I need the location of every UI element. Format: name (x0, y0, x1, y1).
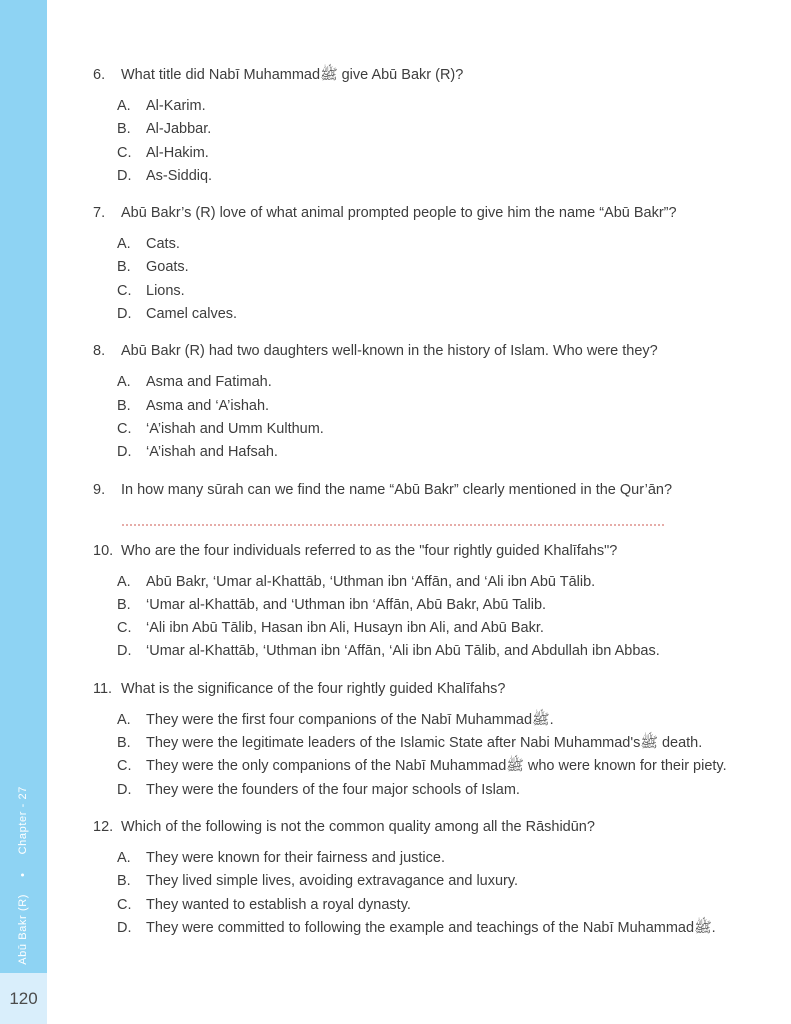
option-letter: A. (117, 374, 131, 391)
question-text: What is the significance of the four rightly guided Khalīfahs? (121, 680, 506, 697)
option-text: Lions. (146, 282, 185, 299)
option-c (117, 755, 751, 778)
question-number: 9. (93, 481, 106, 498)
question-line (93, 340, 751, 363)
option-a (117, 371, 751, 394)
option-letter: C. (117, 758, 132, 775)
option-b (117, 118, 751, 141)
option-c (117, 894, 751, 917)
question-text: Abū Bakr’s (R) love of what animal prompted people to give him the name “Abū Bakr”? (121, 205, 677, 222)
option-a (117, 233, 751, 256)
question-line (93, 540, 751, 563)
options-list (117, 95, 751, 188)
option-d (117, 779, 751, 802)
question-number: 11. (93, 680, 113, 697)
option-text: ‘A’ishah and Umm Kulthum. (146, 420, 324, 437)
option-letter: D. (117, 167, 132, 184)
options-list (117, 847, 751, 940)
option-letter: C. (117, 144, 132, 161)
sidebar-label (0, 786, 47, 965)
option-letter: B. (117, 259, 131, 276)
question-8 (93, 340, 751, 464)
option-b (117, 256, 751, 279)
page-number: 120 (9, 988, 38, 1008)
option-letter: B. (117, 873, 131, 890)
question-number: 8. (93, 343, 106, 360)
option-letter: C. (117, 620, 132, 637)
question-text: In how many sūrah can we find the name “Abū Bakr” clearly mentioned in the Qur’ān? (121, 481, 673, 498)
options-list (117, 371, 751, 464)
option-d (117, 303, 751, 326)
option-text: Asma and ‘A’ishah. (146, 397, 270, 414)
option-d (117, 640, 751, 663)
option-text: Goats. (146, 259, 189, 276)
option-text: Al-Hakim. (146, 144, 209, 161)
option-letter: A. (117, 849, 131, 866)
option-text: They were the first four companions of the Nabī Muhammadﷺ. (146, 711, 554, 728)
sidebar-book-title: Abū Bakr (R) (17, 894, 29, 965)
option-letter: C. (117, 896, 132, 913)
option-text: Al-Karim. (146, 98, 206, 114)
question-number: 12. (93, 818, 114, 835)
question-number: 7. (93, 205, 106, 222)
option-d (117, 165, 751, 188)
question-line (93, 479, 751, 502)
question-text: Which of the following is not the common quality among all the Rāshidūn? (121, 818, 595, 835)
option-d (117, 441, 751, 464)
page-number-box (0, 973, 47, 1024)
option-text: They wanted to establish a royal dynasty. (146, 896, 411, 913)
option-letter: B. (117, 121, 131, 138)
option-text: As-Siddiq. (146, 167, 213, 184)
option-letter: B. (117, 596, 131, 613)
option-c (117, 617, 751, 640)
option-a (117, 847, 751, 870)
questions-area (47, 0, 791, 954)
option-text: Cats. (146, 236, 180, 253)
option-letter: A. (117, 573, 131, 590)
option-text: They lived simple lives, avoiding extravagance and luxury. (146, 873, 519, 890)
option-b (117, 395, 751, 418)
question-text: Who are the four individuals referred to as the "four rightly guided Khalīfahs"? (121, 542, 618, 559)
option-b (117, 732, 751, 755)
option-letter: D. (117, 444, 132, 461)
option-letter: D. (117, 643, 132, 660)
option-text: Abū Bakr, ‘Umar al-Khattāb, ‘Uthman ibn ‘Affān, and ‘Ali ibn Abū Tālib. (146, 573, 596, 590)
question-line (93, 678, 751, 701)
option-text: ‘A’ishah and Hafsah. (146, 444, 278, 461)
question-12 (93, 816, 751, 940)
option-a (117, 571, 751, 594)
question-line (93, 64, 751, 87)
option-a (117, 95, 751, 118)
option-letter: B. (117, 735, 131, 752)
question-9 (93, 479, 751, 526)
question-7 (93, 202, 751, 326)
option-b (117, 594, 751, 617)
question-text: What title did Nabī Muhammadﷺ give Abū Bakr (R)? (121, 67, 464, 83)
bullet-icon: ● (19, 870, 26, 879)
chapter-sidebar (0, 0, 47, 973)
option-text: They were the founders of the four major schools of Islam. (146, 781, 520, 798)
sidebar-chapter-label: Chapter - 27 (17, 786, 29, 855)
option-letter: C. (117, 420, 132, 437)
question-10 (93, 540, 751, 664)
option-letter: A. (117, 711, 131, 728)
options-list (117, 233, 751, 326)
option-b (117, 870, 751, 893)
option-letter: D. (117, 919, 132, 936)
option-text: Camel calves. (146, 306, 238, 323)
question-number: 10. (93, 542, 114, 559)
option-text: Al-Jabbar. (146, 121, 212, 138)
question-line (93, 816, 751, 839)
option-a (117, 709, 751, 732)
option-c (117, 418, 751, 441)
option-letter: B. (117, 397, 131, 414)
option-text: ‘Ali ibn Abū Tālib, Hasan ibn Ali, Husayn ibn Ali, and Abū Bakr. (146, 620, 544, 637)
option-text: ‘Umar al-Khattāb, and ‘Uthman ibn ‘Affān, Abū Bakr, Abū Talib. (146, 596, 547, 613)
option-letter: C. (117, 282, 132, 299)
option-c (117, 142, 751, 165)
option-text: They were the only companions of the Nabī Muhammadﷺ who were known for their piety. (146, 758, 727, 775)
question-line (93, 202, 751, 225)
option-letter: A. (117, 98, 131, 114)
answer-line (122, 524, 664, 526)
sidebar-vertical-text (18, 786, 29, 965)
option-text: They were committed to following the example and teachings of the Nabī Muhammadﷺ. (146, 919, 716, 936)
question-number: 6. (93, 67, 106, 83)
options-list (117, 571, 751, 664)
options-list (117, 709, 751, 802)
option-d (117, 917, 751, 940)
question-11 (93, 678, 751, 802)
option-letter: D. (117, 781, 132, 798)
option-text: ‘Umar al-Khattāb, ‘Uthman ibn ‘Affān, ‘Ali ibn Abū Tālib, and Abdullah ibn Abbas. (146, 643, 660, 660)
option-text: They were known for their fairness and justice. (146, 849, 445, 866)
option-text: They were the legitimate leaders of the Islamic State after Nabi Muhammad'sﷺ death. (146, 735, 703, 752)
option-letter: A. (117, 236, 131, 253)
question-6 (93, 64, 751, 188)
option-letter: D. (117, 306, 132, 323)
option-c (117, 280, 751, 303)
option-text: Asma and Fatimah. (146, 374, 272, 391)
question-text: Abū Bakr (R) had two daughters well-known in the history of Islam. Who were they? (121, 343, 658, 360)
